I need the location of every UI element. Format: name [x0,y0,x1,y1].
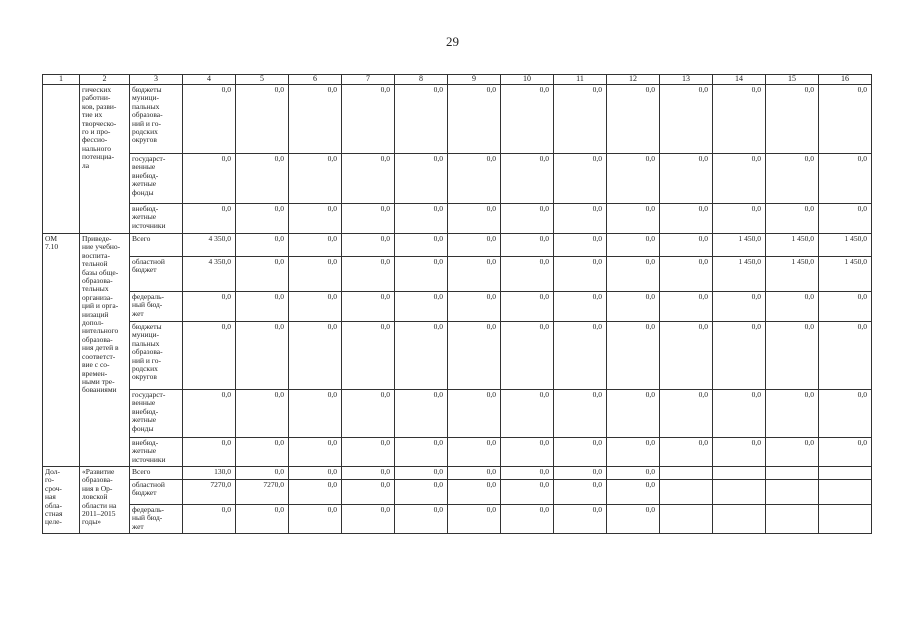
value-cell: 0,0 [501,390,554,438]
table-row [43,390,872,438]
value-cell: 0,0 [448,85,501,154]
value-cell: 0,0 [501,467,554,480]
value-cell: 0,0 [554,234,607,257]
value-cell: 0,0 [236,85,289,154]
value-cell: 4 350,0 [183,234,236,257]
row-code-cell [43,85,80,234]
value-cell: 0,0 [501,505,554,534]
value-cell: 0,0 [448,390,501,438]
value-cell: 0,0 [713,390,766,438]
value-cell: 0,0 [395,257,448,292]
value-cell: 4 350,0 [183,257,236,292]
value-cell: 0,0 [448,438,501,467]
column-header: 8 [395,75,448,85]
value-cell: 0,0 [448,257,501,292]
value-cell: 130,0 [183,467,236,480]
column-header: 3 [130,75,183,85]
funding-source-cell: федераль- ный бюд- жет [130,505,183,534]
value-cell: 0,0 [183,292,236,322]
value-cell: 0,0 [607,480,660,505]
value-cell: 0,0 [501,438,554,467]
column-header: 16 [819,75,872,85]
value-cell: 0,0 [183,85,236,154]
table-row [43,292,872,322]
value-cell: 1 450,0 [766,257,819,292]
funding-source-cell: внебюд- жетные источники [130,438,183,467]
value-cell [766,480,819,505]
value-cell: 0,0 [395,204,448,234]
value-cell: 0,0 [289,438,342,467]
column-header: 9 [448,75,501,85]
value-cell: 0,0 [448,234,501,257]
value-cell: 0,0 [289,467,342,480]
value-cell: 0,0 [183,322,236,390]
value-cell: 0,0 [395,438,448,467]
page-number: 29 [446,34,459,49]
column-header: 4 [183,75,236,85]
value-cell: 0,0 [607,154,660,204]
value-cell: 0,0 [236,234,289,257]
value-cell: 0,0 [766,154,819,204]
value-cell: 0,0 [819,438,872,467]
funding-source-cell: государст- венные внебюд- жетные фонды [130,390,183,438]
value-cell: 0,0 [183,204,236,234]
value-cell [819,480,872,505]
value-cell: 0,0 [236,438,289,467]
column-header: 1 [43,75,80,85]
value-cell: 0,0 [501,480,554,505]
value-cell: 0,0 [342,257,395,292]
value-cell: 7270,0 [183,480,236,505]
value-cell: 0,0 [342,505,395,534]
value-cell: 0,0 [766,438,819,467]
value-cell: 0,0 [289,85,342,154]
table-row [43,505,872,534]
value-cell: 0,0 [554,204,607,234]
value-cell: 0,0 [342,390,395,438]
value-cell: 0,0 [501,204,554,234]
value-cell: 0,0 [766,85,819,154]
value-cell: 0,0 [395,292,448,322]
value-cell: 0,0 [554,480,607,505]
value-cell: 0,0 [501,154,554,204]
value-cell: 0,0 [713,438,766,467]
value-cell: 0,0 [554,438,607,467]
row-name-cell: «Развитие образова- ния в Ор- ловской области на 2011–2015 годы» [80,467,130,534]
value-cell: 0,0 [501,257,554,292]
value-cell: 0,0 [289,234,342,257]
row-name-cell: Приведе- ние учебно- воспита- тельной базы обще- образова- тельных организа- ций и орга- низаций допол- нительного образова- ния детей в соответст- вие с со- времен- ными тре- бованиями [80,234,130,467]
value-cell [713,467,766,480]
value-cell: 7270,0 [236,480,289,505]
value-cell: 0,0 [395,467,448,480]
value-cell [660,505,713,534]
budget-table [42,74,872,534]
value-cell: 0,0 [713,85,766,154]
row-code-cell: Дол- го- сроч- ная обла- стная целе- [43,467,80,534]
row-name-cell: гических работни- ков, разви- тие их творческо- го и про- фессио- нального потенциа- ла [80,85,130,234]
value-cell: 0,0 [554,505,607,534]
value-cell: 0,0 [660,204,713,234]
funding-source-cell: Всего [130,234,183,257]
value-cell: 0,0 [713,204,766,234]
value-cell: 1 450,0 [713,257,766,292]
value-cell: 0,0 [766,292,819,322]
value-cell: 0,0 [236,505,289,534]
value-cell: 0,0 [501,85,554,154]
value-cell: 0,0 [554,322,607,390]
value-cell: 0,0 [819,390,872,438]
value-cell: 0,0 [766,322,819,390]
value-cell: 0,0 [448,480,501,505]
value-cell: 0,0 [819,322,872,390]
value-cell [713,480,766,505]
value-cell: 0,0 [448,467,501,480]
value-cell: 0,0 [660,257,713,292]
table-row [43,438,872,467]
table-row [43,480,872,505]
value-cell: 1 450,0 [819,257,872,292]
value-cell: 0,0 [766,390,819,438]
header-row [43,75,872,85]
table-row [43,85,872,154]
value-cell: 0,0 [607,505,660,534]
value-cell: 0,0 [819,292,872,322]
value-cell: 0,0 [183,505,236,534]
value-cell [766,505,819,534]
value-cell: 0,0 [607,292,660,322]
column-header: 6 [289,75,342,85]
value-cell: 0,0 [236,154,289,204]
value-cell: 0,0 [448,204,501,234]
value-cell [819,505,872,534]
value-cell: 0,0 [289,505,342,534]
value-cell: 0,0 [342,85,395,154]
value-cell: 0,0 [236,322,289,390]
value-cell: 0,0 [395,234,448,257]
value-cell: 0,0 [342,467,395,480]
value-cell: 0,0 [395,390,448,438]
value-cell: 0,0 [660,292,713,322]
value-cell: 0,0 [554,467,607,480]
value-cell: 0,0 [236,257,289,292]
value-cell: 0,0 [395,154,448,204]
value-cell: 0,0 [236,467,289,480]
value-cell: 0,0 [554,257,607,292]
value-cell: 0,0 [183,438,236,467]
value-cell: 0,0 [501,322,554,390]
value-cell: 0,0 [289,292,342,322]
value-cell: 0,0 [607,85,660,154]
value-cell: 0,0 [554,85,607,154]
value-cell: 0,0 [501,234,554,257]
value-cell: 0,0 [183,154,236,204]
value-cell: 0,0 [342,154,395,204]
table-row [43,322,872,390]
value-cell: 0,0 [819,154,872,204]
value-cell: 0,0 [660,85,713,154]
funding-source-cell: областной бюджет [130,257,183,292]
value-cell [713,505,766,534]
value-cell: 0,0 [607,234,660,257]
value-cell: 0,0 [607,322,660,390]
column-header: 7 [342,75,395,85]
table-row [43,154,872,204]
table-row [43,467,872,480]
column-header: 15 [766,75,819,85]
column-header: 12 [607,75,660,85]
value-cell: 1 450,0 [713,234,766,257]
value-cell: 0,0 [289,390,342,438]
value-cell: 0,0 [289,257,342,292]
value-cell: 0,0 [448,322,501,390]
value-cell: 0,0 [713,154,766,204]
funding-source-cell: областной бюджет [130,480,183,505]
value-cell: 0,0 [342,480,395,505]
value-cell [819,467,872,480]
value-cell: 0,0 [342,204,395,234]
value-cell: 0,0 [236,204,289,234]
value-cell: 0,0 [183,390,236,438]
value-cell: 0,0 [289,480,342,505]
value-cell: 0,0 [819,204,872,234]
value-cell: 0,0 [395,322,448,390]
column-header: 2 [80,75,130,85]
value-cell: 0,0 [766,204,819,234]
column-header: 5 [236,75,289,85]
column-header: 14 [713,75,766,85]
value-cell: 0,0 [607,390,660,438]
funding-source-cell: государст- венные внебюд- жетные фонды [130,154,183,204]
funding-source-cell: бюджеты муници- пальных образова- ний и го- родских округов [130,322,183,390]
value-cell: 0,0 [236,390,289,438]
value-cell: 0,0 [289,204,342,234]
value-cell: 0,0 [448,505,501,534]
value-cell: 0,0 [713,322,766,390]
value-cell: 0,0 [660,438,713,467]
value-cell: 0,0 [660,154,713,204]
value-cell: 0,0 [660,234,713,257]
value-cell: 0,0 [607,438,660,467]
row-code-cell: ОМ 7.10 [43,234,80,467]
value-cell [766,467,819,480]
value-cell: 0,0 [289,154,342,204]
value-cell: 0,0 [236,292,289,322]
value-cell: 0,0 [607,467,660,480]
value-cell: 0,0 [395,505,448,534]
table-row [43,204,872,234]
value-cell: 0,0 [342,322,395,390]
value-cell [660,480,713,505]
value-cell: 0,0 [607,204,660,234]
value-cell: 0,0 [554,390,607,438]
value-cell: 1 450,0 [766,234,819,257]
funding-source-cell: федераль- ный бюд- жет [130,292,183,322]
value-cell: 0,0 [395,480,448,505]
value-cell: 0,0 [607,257,660,292]
funding-source-cell: бюджеты муници- пальных образова- ний и го- родских округов [130,85,183,154]
value-cell: 0,0 [395,85,448,154]
value-cell: 0,0 [660,390,713,438]
table-row [43,234,872,257]
value-cell: 0,0 [713,292,766,322]
value-cell [660,467,713,480]
value-cell: 0,0 [554,154,607,204]
funding-source-cell: внебюд- жетные источники [130,204,183,234]
value-cell: 0,0 [660,322,713,390]
value-cell: 0,0 [501,292,554,322]
value-cell: 0,0 [448,154,501,204]
table-row [43,257,872,292]
value-cell: 0,0 [554,292,607,322]
value-cell: 0,0 [289,322,342,390]
value-cell: 0,0 [342,234,395,257]
column-header: 10 [501,75,554,85]
value-cell: 0,0 [342,438,395,467]
value-cell: 0,0 [448,292,501,322]
column-header: 11 [554,75,607,85]
value-cell: 0,0 [342,292,395,322]
column-header: 13 [660,75,713,85]
funding-source-cell: Всего [130,467,183,480]
value-cell: 1 450,0 [819,234,872,257]
value-cell: 0,0 [819,85,872,154]
